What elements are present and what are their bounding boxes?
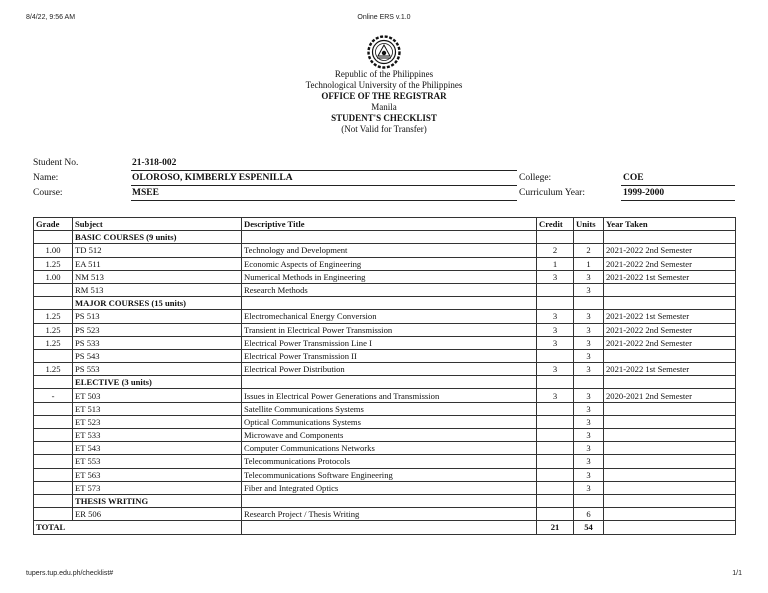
grade-cell: 1.25: [34, 336, 73, 349]
grade-cell: [34, 429, 73, 442]
table-row: [34, 442, 736, 455]
year-cell: 2021-2022 2nd Semester: [604, 257, 736, 270]
credit-cell: [537, 442, 574, 455]
credit-cell: [537, 283, 574, 296]
header-grade: Grade: [34, 218, 73, 231]
section-grade-blank: [34, 494, 73, 507]
section-grade-blank: [34, 297, 73, 310]
title-cell: Microwave and Components: [242, 429, 537, 442]
heading-city: Manila: [371, 102, 397, 112]
table-row: [34, 468, 736, 481]
print-page-number: 1/1: [732, 570, 742, 577]
title-cell: Economic Aspects of Engineering: [242, 257, 537, 270]
subject-cell: TD 512: [73, 244, 242, 257]
subject-cell: PS 553: [73, 363, 242, 376]
year-cell: 2021-2022 1st Semester: [604, 310, 736, 323]
units-cell: 3: [574, 389, 604, 402]
total-credit: 21: [537, 521, 574, 534]
student-no-value: 21-318-002: [132, 158, 177, 168]
year-cell: [604, 508, 736, 521]
year-cell: [604, 455, 736, 468]
grade-cell: -: [34, 389, 73, 402]
section-blank-cell: [537, 494, 574, 507]
grade-cell: [34, 283, 73, 296]
heading-checklist: STUDENT'S CHECKLIST: [331, 113, 437, 123]
title-cell: Numerical Methods in Engineering: [242, 270, 537, 283]
section-blank-cell: [242, 297, 537, 310]
section-blank-cell: [604, 231, 736, 244]
subject-cell: RM 513: [73, 283, 242, 296]
year-cell: 2021-2022 2nd Semester: [604, 244, 736, 257]
year-cell: [604, 481, 736, 494]
total-blank: [242, 521, 537, 534]
credit-cell: 3: [537, 389, 574, 402]
header-credit: Credit: [537, 218, 574, 231]
subject-cell: ET 563: [73, 468, 242, 481]
section-row: [34, 231, 736, 244]
year-cell: [604, 415, 736, 428]
title-cell: Research Project / Thesis Writing: [242, 508, 537, 521]
course-underline: [131, 200, 517, 201]
section-blank-cell: [242, 376, 537, 389]
subject-cell: EA 511: [73, 257, 242, 270]
title-cell: Electrical Power Transmission II: [242, 349, 537, 362]
section-blank-cell: [537, 376, 574, 389]
header-units: Units: [574, 218, 604, 231]
table-row: [34, 310, 736, 323]
credit-cell: 3: [537, 323, 574, 336]
year-cell: [604, 442, 736, 455]
credit-cell: 3: [537, 336, 574, 349]
table-row: [34, 349, 736, 362]
section-blank-cell: [537, 231, 574, 244]
grade-cell: [34, 415, 73, 428]
grade-cell: [34, 481, 73, 494]
table-row: [34, 429, 736, 442]
grade-cell: 1.25: [34, 257, 73, 270]
college-value: COE: [623, 173, 644, 183]
year-cell: 2021-2022 2nd Semester: [604, 336, 736, 349]
section-row: [34, 297, 736, 310]
title-cell: Fiber and Integrated Optics: [242, 481, 537, 494]
heading-note: (Not Valid for Transfer): [341, 124, 427, 134]
credit-cell: [537, 349, 574, 362]
section-row: [34, 376, 736, 389]
total-label: TOTAL: [34, 521, 242, 534]
subject-cell: ET 513: [73, 402, 242, 415]
header-year: Year Taken: [604, 218, 736, 231]
subject-cell: ET 503: [73, 389, 242, 402]
table-row: [34, 455, 736, 468]
year-cell: 2021-2022 2nd Semester: [604, 323, 736, 336]
credit-cell: 3: [537, 310, 574, 323]
table-row: [34, 481, 736, 494]
table-row: [34, 508, 736, 521]
credit-cell: [537, 429, 574, 442]
subject-cell: PS 523: [73, 323, 242, 336]
table-row: [34, 336, 736, 349]
units-cell: 3: [574, 363, 604, 376]
total-row: [34, 521, 736, 534]
year-cell: [604, 402, 736, 415]
title-cell: Telecommunications Protocols: [242, 455, 537, 468]
table-row: [34, 389, 736, 402]
title-cell: Issues in Electrical Power Generations and Transmission: [242, 389, 537, 402]
table-row: [34, 257, 736, 270]
section-blank-cell: [574, 494, 604, 507]
course-label: Course:: [33, 188, 63, 198]
grade-cell: 1.25: [34, 310, 73, 323]
credit-cell: 3: [537, 270, 574, 283]
units-cell: 1: [574, 257, 604, 270]
table-row: [34, 244, 736, 257]
year-cell: [604, 468, 736, 481]
section-title: MAJOR COURSES (15 units): [73, 297, 242, 310]
subject-cell: NM 513: [73, 270, 242, 283]
section-blank-cell: [242, 231, 537, 244]
units-cell: 3: [574, 455, 604, 468]
college-underline: [621, 185, 735, 186]
title-cell: Satellite Communications Systems: [242, 402, 537, 415]
units-cell: 3: [574, 336, 604, 349]
section-grade-blank: [34, 376, 73, 389]
grade-cell: 1.00: [34, 244, 73, 257]
grade-cell: [34, 442, 73, 455]
section-blank-cell: [537, 297, 574, 310]
title-cell: Transient in Electrical Power Transmission: [242, 323, 537, 336]
credit-cell: 1: [537, 257, 574, 270]
document-heading: [0, 69, 768, 135]
name-value: OLOROSO, KIMBERLY ESPENILLA: [132, 173, 293, 183]
course-value: MSEE: [132, 188, 159, 198]
checklist-table: [33, 217, 736, 535]
print-title: Online ERS v.1.0: [357, 14, 411, 21]
table-row: [34, 415, 736, 428]
year-cell: [604, 283, 736, 296]
year-cell: 2020-2021 2nd Semester: [604, 389, 736, 402]
units-cell: 3: [574, 415, 604, 428]
units-cell: 3: [574, 402, 604, 415]
name-label: Name:: [33, 173, 59, 183]
print-url: tupers.tup.edu.ph/checklist#: [26, 570, 114, 577]
subject-cell: ET 573: [73, 481, 242, 494]
grade-cell: [34, 455, 73, 468]
table-row: [34, 270, 736, 283]
section-row: [34, 494, 736, 507]
section-blank-cell: [604, 494, 736, 507]
grade-cell: [34, 508, 73, 521]
credit-cell: [537, 415, 574, 428]
curriculum-underline: [621, 200, 735, 201]
section-title: THESIS WRITING: [73, 494, 242, 507]
section-title: ELECTIVE (3 units): [73, 376, 242, 389]
credit-cell: [537, 481, 574, 494]
units-cell: 3: [574, 283, 604, 296]
table-row: [34, 402, 736, 415]
grade-cell: 1.25: [34, 363, 73, 376]
units-cell: 3: [574, 468, 604, 481]
year-cell: 2021-2022 1st Semester: [604, 363, 736, 376]
subject-cell: ET 533: [73, 429, 242, 442]
units-cell: 3: [574, 349, 604, 362]
heading-republic: Republic of the Philippines: [334, 69, 434, 79]
units-cell: 6: [574, 508, 604, 521]
grade-cell: 1.00: [34, 270, 73, 283]
table-row: [34, 283, 736, 296]
section-grade-blank: [34, 231, 73, 244]
credit-cell: [537, 402, 574, 415]
university-seal-logo: [367, 35, 401, 69]
table-header-row: [34, 218, 736, 231]
title-cell: Electrical Power Distribution: [242, 363, 537, 376]
table-row: [34, 363, 736, 376]
units-cell: 3: [574, 323, 604, 336]
grade-cell: [34, 468, 73, 481]
units-cell: 3: [574, 481, 604, 494]
credit-cell: 3: [537, 363, 574, 376]
title-cell: Computer Communications Networks: [242, 442, 537, 455]
subject-cell: PS 543: [73, 349, 242, 362]
grade-cell: [34, 402, 73, 415]
title-cell: Telecommunications Software Engineering: [242, 468, 537, 481]
subject-cell: PS 533: [73, 336, 242, 349]
name-underline: [131, 185, 517, 186]
student-no-label: Student No.: [33, 158, 79, 168]
units-cell: 3: [574, 270, 604, 283]
section-blank-cell: [604, 297, 736, 310]
student-no-underline: [131, 170, 517, 171]
section-blank-cell: [574, 231, 604, 244]
year-cell: [604, 349, 736, 362]
grade-cell: [34, 349, 73, 362]
units-cell: 3: [574, 442, 604, 455]
curriculum-label: Curriculum Year:: [519, 188, 585, 198]
curriculum-value: 1999-2000: [623, 188, 665, 198]
units-cell: 3: [574, 429, 604, 442]
credit-cell: 2: [537, 244, 574, 257]
units-cell: 2: [574, 244, 604, 257]
title-cell: Electrical Power Transmission Line I: [242, 336, 537, 349]
year-cell: 2021-2022 1st Semester: [604, 270, 736, 283]
heading-university: Technological University of the Philippines: [305, 80, 463, 90]
section-title: BASIC COURSES (9 units): [73, 231, 242, 244]
subject-cell: ER 506: [73, 508, 242, 521]
section-blank-cell: [574, 297, 604, 310]
credit-cell: [537, 508, 574, 521]
subject-cell: PS 513: [73, 310, 242, 323]
subject-cell: ET 543: [73, 442, 242, 455]
header-title: Descriptive Title: [242, 218, 537, 231]
print-date: 8/4/22, 9:56 AM: [26, 14, 76, 21]
section-blank-cell: [242, 494, 537, 507]
subject-cell: ET 523: [73, 415, 242, 428]
total-year-blank: [604, 521, 736, 534]
credit-cell: [537, 455, 574, 468]
college-label: College:: [519, 173, 552, 183]
heading-office: OFFICE OF THE REGISTRAR: [321, 91, 447, 101]
section-blank-cell: [604, 376, 736, 389]
title-cell: Research Methods: [242, 283, 537, 296]
units-cell: 3: [574, 310, 604, 323]
subject-cell: ET 553: [73, 455, 242, 468]
title-cell: Electromechanical Energy Conversion: [242, 310, 537, 323]
credit-cell: [537, 468, 574, 481]
title-cell: Technology and Development: [242, 244, 537, 257]
table-row: [34, 323, 736, 336]
section-blank-cell: [574, 376, 604, 389]
year-cell: [604, 429, 736, 442]
title-cell: Optical Communications Systems: [242, 415, 537, 428]
total-units: 54: [574, 521, 604, 534]
header-subject: Subject: [73, 218, 242, 231]
grade-cell: 1.25: [34, 323, 73, 336]
